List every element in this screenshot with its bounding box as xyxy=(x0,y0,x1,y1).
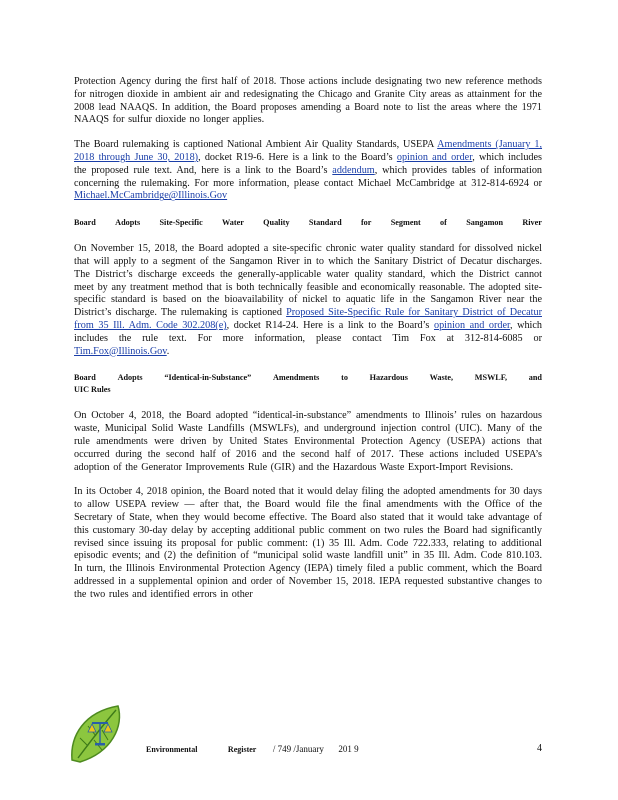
environmental-register-logo xyxy=(66,700,134,768)
document-page xyxy=(74,76,542,602)
identical-in-substance-paragraph-1: On October 4, 2018, the Board adopted “identical-in-substance” amendments to Illinois’ rules on hazardous waste, Municipal Solid Waste Landfills (MSWLFs), and underground injection control (UIC). Many of the rule amendments were driven by United States Environmental Protection Agency (USEPA) actions that occurred during the second half of 2016 and the second half of 2017. These actions included USEPA’s adoption of the Generator Improvements Rule (GIR) and the Hazardous Waste Export-Import Revisions. xyxy=(74,410,542,473)
page-footer xyxy=(0,700,618,770)
opinion-and-order-link[interactable]: opinion and order xyxy=(396,151,473,163)
addendum-link[interactable]: addendum xyxy=(332,164,375,176)
section-heading-sangamon: Board Adopts Site-Specific Water Quality Standard for Segment of Sangamon River xyxy=(74,218,542,228)
email-link-mccambridge[interactable]: Michael.McCambridge@Illinois.Gov xyxy=(74,190,228,202)
identical-in-substance-paragraph-2: In its October 4, 2018 opinion, the Board noted that it would delay filing the adopted amendments for 30 days to allow USEPA review — after that, the Board would file the final amendments with the Office of the Secretary of State, when they would become effective. The Board also stated that it would take advantage of this customary 30-day delay by accepting additional public comment on two rules the Board had significantly revised since issuing its proposal for public comment: (1) 35 Ill. Adm. Code 722.333, relating to additional episodic events; and (2) the definition of “municipal solid waste landfill unit” in 35 Ill. Adm. Code 810.103. In turn, the Illinois Environmental Protection Agency (IEPA) timely filed a public comment, which the Board addressed in a supplemental opinion and order of November 15, 2018. IEPA requested substantive changes to the two rules and identified errors in other xyxy=(74,486,542,600)
intro-paragraph-2: The Board rulemaking is captioned National Ambient Air Quality Standards, USEPA Amendments (January 1, 2018 through June 30, 2018), docket R19-6. Here is a link to the Board’s opinion and order, which includes the proposed rule text. And, here is a link to the Board’s addendum, which provides tables of information concerning the rulemaking. For more information, please contact Michael McCambridge at 312-814-6924 or Michael.McCambridge@Illinois.Gov xyxy=(74,139,543,202)
intro-paragraph-1: Protection Agency during the first half of 2018. Those actions include designating two new reference methods for nitrogen dioxide in ambient air and redesignating the Chicago and Granite City areas as attainment for the 2008 lead NAAQS. In addition, the Board proposes amending a Board note to list the areas where the 1971 NAAQS for sulfur dioxide no longer applies. xyxy=(74,76,543,126)
email-link-fox[interactable]: Tim.Fox@Illinois.Gov xyxy=(74,345,167,357)
section-heading-identical-in-substance: Board Adopts “Identical-in-Substance” Amendments to Hazardous Waste, MSWLF, and UIC Rules xyxy=(74,373,542,395)
sangamon-paragraph: On November 15, 2018, the Board adopted a site-specific chronic water quality standard for dissolved nickel that will apply to a segment of the Sangamon River in to which the Sanitary District of Decatur discharges. The District’s discharge exceeds the generally-applicable water quality standard, which the District cannot meet by any treatment method that is both technically feasible and economically reasonable. The adopted site-specific standard is based on the bioavailability of nickel to aquatic life in the Sangamon River near the District’s discharge. The rulemaking is captioned Proposed Site-Specific Rule for Sanitary District of Decatur from 35 Ill. Adm. Code 302.208(e), docket R14-24. Here is a link to the Board’s opinion and order, which includes the rule text. For more information, please contact Tim Fox at 312-814-6085 or Tim.Fox@Illinois.Gov. xyxy=(74,243,542,357)
footer-citation: Environmental Register / 749 /January 201 9 xyxy=(146,744,359,754)
page-number: 4 xyxy=(537,743,542,754)
opinion-and-order-link-2[interactable]: opinion and order xyxy=(433,319,510,331)
caption-link-naaqs[interactable]: Amendments (January 1, 2018 through June 30, 2018) xyxy=(74,139,543,163)
caption-link-decatur[interactable]: Proposed Site-Specific Rule for Sanitary District of Decatur from 35 Ill. Adm. Code 302.208(e) xyxy=(74,307,542,331)
